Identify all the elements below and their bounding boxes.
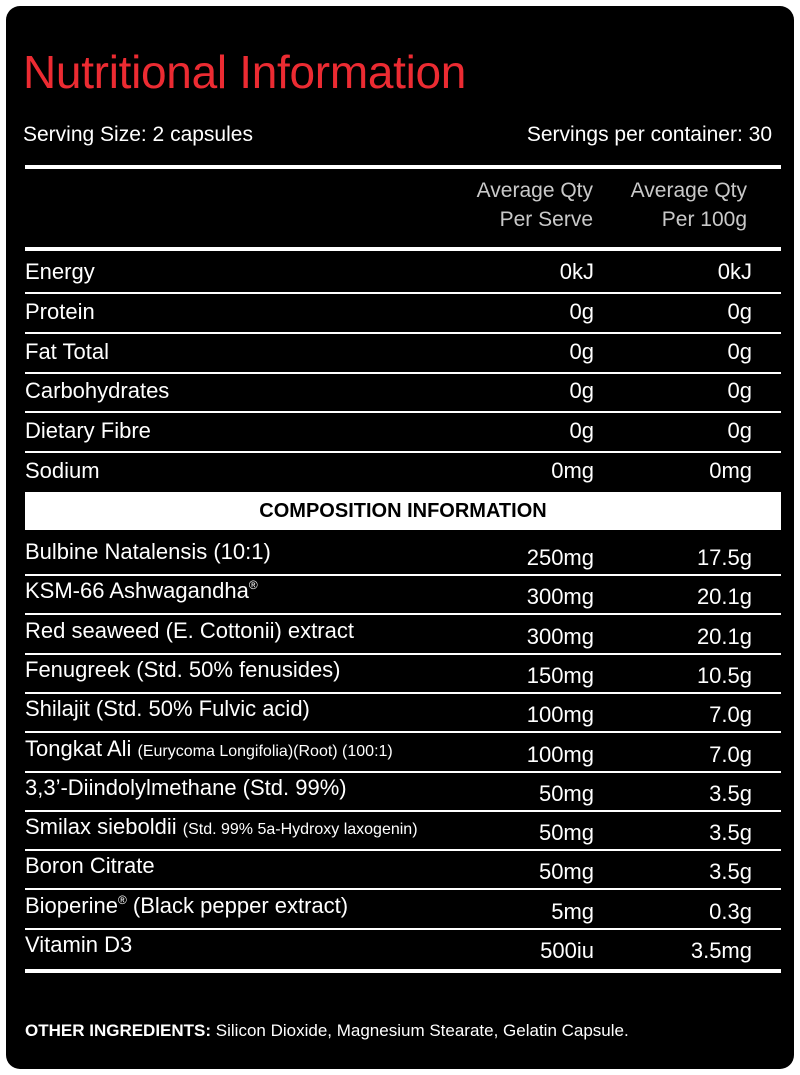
composition-row	[25, 537, 781, 575]
ingredient-name	[25, 814, 418, 843]
per-100g-value: 3.5g	[709, 859, 752, 885]
ingredient-main: Tongkat Ali	[25, 735, 132, 761]
nutrition-row	[25, 372, 781, 410]
per-100g-value: 20.1g	[696, 584, 752, 610]
composition-row	[25, 576, 781, 614]
composition-row	[25, 616, 781, 654]
ingredient-name	[25, 578, 258, 604]
ingredient-main: Smilax sieboldii	[25, 814, 177, 840]
composition-row	[25, 812, 781, 850]
header-per-100g: Average Qty Per 100g	[630, 179, 747, 231]
nutrition-row	[25, 253, 781, 291]
per-100g-value: 20.1g	[696, 623, 752, 649]
ingredient-suffix: (Black pepper extract)	[126, 892, 349, 918]
per-serve-value: 50mg	[538, 859, 594, 885]
per-100g-value: 0g	[727, 378, 752, 404]
ingredient-name	[25, 618, 354, 644]
nutrient-name: Fat Total	[25, 338, 109, 364]
per-serve-value: 500iu	[540, 938, 594, 963]
serving-info	[23, 122, 772, 148]
per-100g-value: 10.5g	[696, 662, 752, 688]
per-serve-value: 50mg	[538, 780, 594, 806]
per-100g-value: 0mg	[709, 458, 752, 483]
per-serve-value: 150mg	[526, 662, 594, 688]
ingredient-name	[25, 893, 348, 919]
per-100g-value: 3.5g	[709, 780, 752, 806]
nutrient-name: Sodium	[25, 458, 100, 483]
ingredient-main: Vitamin D3	[25, 932, 133, 957]
other-ingredients	[25, 1020, 629, 1042]
per-serve-value: 250mg	[526, 545, 594, 570]
ingredient-main: Red seaweed (E. Cottonii) extract	[25, 617, 354, 643]
per-serve-value: 0mg	[551, 458, 594, 483]
ingredient-main: Bulbine Natalensis (10:1)	[25, 539, 271, 564]
composition-row	[25, 891, 781, 929]
header-divider	[25, 247, 781, 251]
per-100g-value: 7.0g	[709, 702, 752, 728]
nutrient-name: Protein	[25, 298, 95, 324]
per-serve-value: 0g	[569, 378, 594, 404]
nutrition-row	[25, 412, 781, 450]
composition-row	[25, 734, 781, 772]
ingredient-main: Bioperine	[25, 892, 118, 918]
ingredient-detail: (Eurycoma Longifolia)(Root) (100:1)	[137, 742, 393, 760]
per-serve-value: 50mg	[538, 820, 594, 846]
per-serve-value: 100mg	[526, 702, 594, 728]
ingredient-name	[25, 736, 393, 765]
per-serve-value: 300mg	[526, 584, 594, 610]
per-serve-value: 0kJ	[559, 259, 594, 284]
ingredient-name	[25, 657, 341, 683]
per-100g-value: 17.5g	[696, 545, 752, 570]
composition-row	[25, 773, 781, 811]
per-100g-value: 0g	[727, 298, 752, 324]
bottom-divider	[25, 969, 781, 973]
ingredient-name	[25, 853, 155, 879]
composition-row	[25, 694, 781, 732]
composition-header: COMPOSITION INFORMATION	[25, 492, 781, 530]
per-100g-value: 0.3g	[709, 898, 752, 924]
per-100g-value: 3.5mg	[690, 938, 752, 963]
top-divider	[25, 165, 781, 169]
other-ingredients-label: OTHER INGREDIENTS:	[25, 1021, 212, 1040]
ingredient-main: KSM-66 Ashwagandha	[25, 578, 249, 604]
nutrient-name: Dietary Fibre	[25, 418, 151, 444]
ingredient-name	[25, 539, 271, 565]
ingredient-name	[25, 775, 347, 801]
nutrient-name: Carbohydrates	[25, 378, 170, 404]
nutrition-row	[25, 293, 781, 331]
per-serve-value: 5mg	[551, 898, 594, 924]
ingredient-detail: (Std. 99% 5a-Hydroxy laxogenin)	[182, 821, 418, 839]
ingredient-name	[25, 932, 132, 958]
per-100g-value: 3.5g	[709, 820, 752, 846]
ingredient-main: Shilajit (Std. 50% Fulvic acid)	[25, 696, 310, 722]
registered-mark: ®	[248, 578, 258, 593]
ingredient-name	[25, 696, 310, 722]
composition-row	[25, 930, 781, 968]
nutrient-name: Energy	[25, 259, 95, 284]
registered-mark: ®	[117, 892, 127, 907]
per-serve-value: 0g	[569, 298, 594, 324]
per-serve-value: 300mg	[526, 623, 594, 649]
per-100g-value: 0g	[727, 418, 752, 444]
per-100g-value: 0kJ	[717, 259, 752, 284]
ingredient-main: Fenugreek (Std. 50% fenusides)	[25, 656, 341, 682]
servings-per-container: Servings per container: 30	[526, 123, 772, 146]
ingredient-main: 3,3’-Diindolylmethane (Std. 99%)	[25, 774, 347, 800]
per-100g-value: 0g	[727, 338, 752, 364]
ingredient-main: Boron Citrate	[25, 853, 155, 879]
panel-title: Nutritional Information	[23, 46, 467, 98]
nutrition-panel	[6, 6, 794, 1069]
nutrition-row	[25, 452, 781, 490]
composition-row	[25, 655, 781, 693]
header-per-serve: Average Qty Per Serve	[476, 179, 593, 231]
nutrition-row	[25, 333, 781, 371]
per-serve-value: 100mg	[526, 741, 594, 767]
per-serve-value: 0g	[569, 338, 594, 364]
other-ingredients-text: Silicon Dioxide, Magnesium Stearate, Gelatin Capsule.	[211, 1021, 629, 1040]
per-serve-value: 0g	[569, 418, 594, 444]
composition-row	[25, 851, 781, 889]
per-100g-value: 7.0g	[709, 741, 752, 767]
serving-size: Serving Size: 2 capsules	[23, 123, 253, 146]
